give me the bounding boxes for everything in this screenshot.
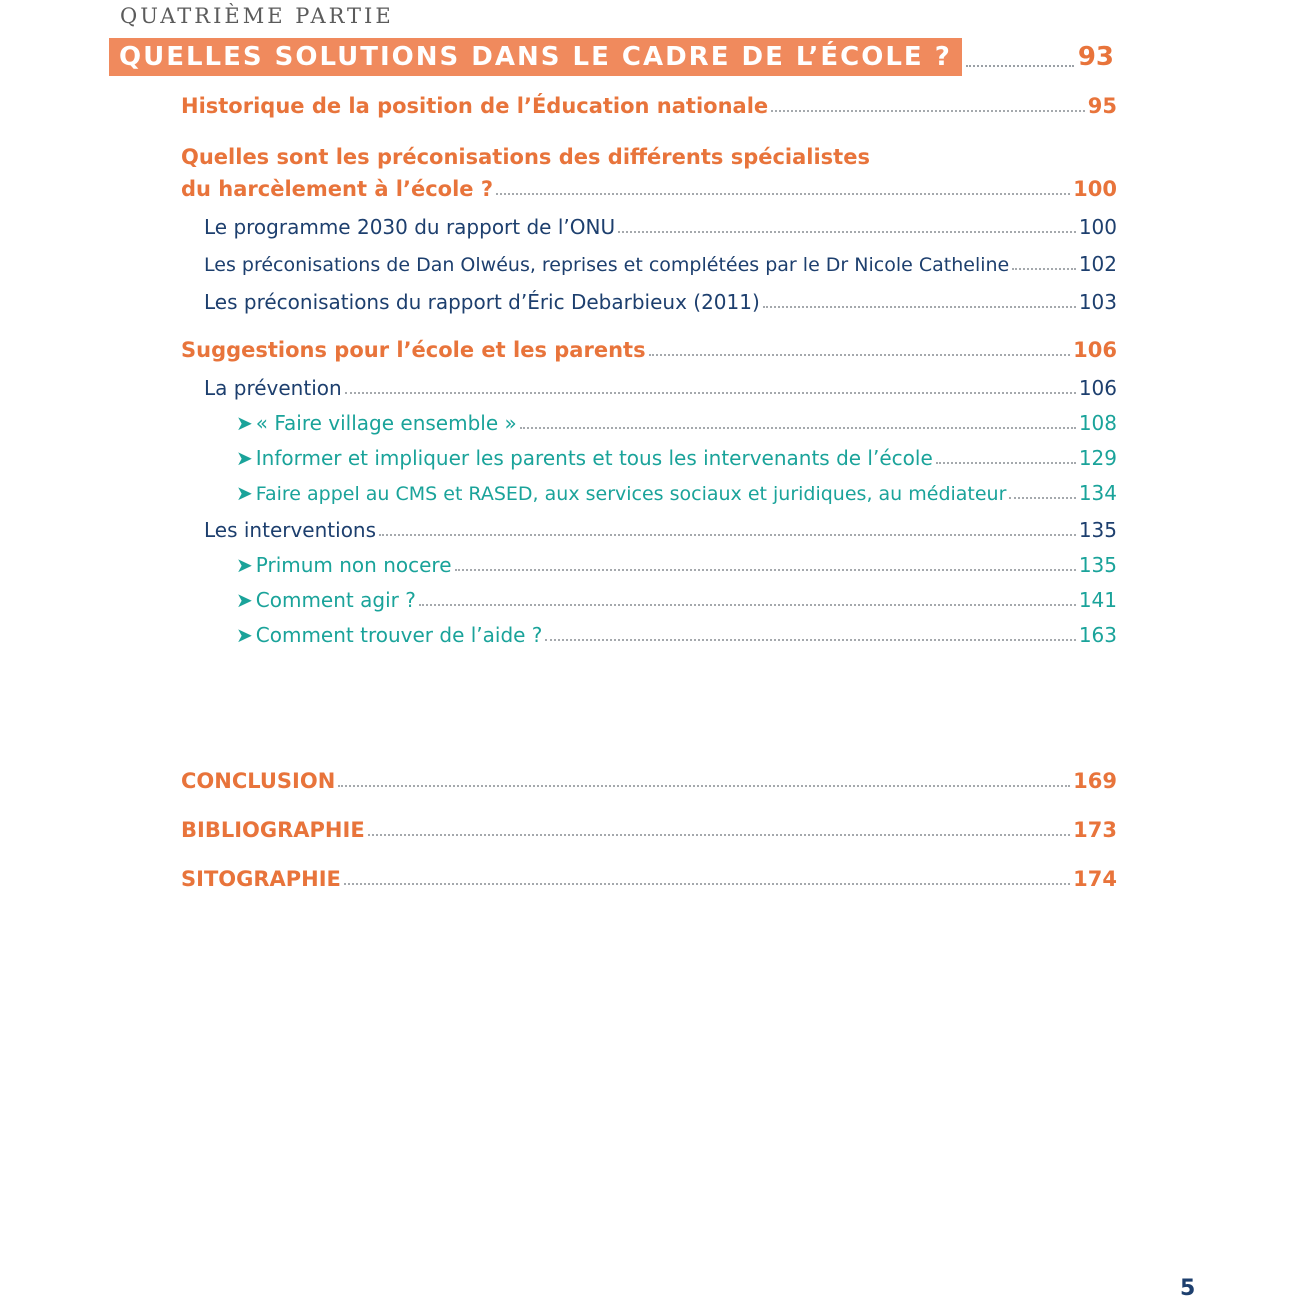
entry-label: CONCLUSION (181, 769, 336, 793)
entry-page: 106 (1073, 338, 1117, 362)
toc-entry-historique[interactable] (181, 94, 1117, 118)
toc-entry-preconisations-line1[interactable]: Quelles sont les préconisations des différents spécialistes (181, 145, 870, 169)
leader-dots (368, 834, 1070, 836)
entry-label: « Faire village ensemble » (255, 411, 517, 435)
toc-entry-suggestions[interactable] (181, 338, 1117, 362)
entry-page: 169 (1073, 769, 1117, 793)
entry-label: Les interventions (204, 518, 377, 542)
entry-label: Informer et impliquer les parents et tous les intervenants de l’école (255, 446, 933, 470)
toc-entry-cms[interactable] (236, 481, 1117, 505)
toc-entry-sitographie[interactable] (181, 867, 1117, 891)
leader-dots (344, 883, 1070, 885)
toc-entry-informer[interactable] (236, 446, 1117, 470)
entry-page: 100 (1078, 215, 1117, 239)
arrow-icon: ➤ (236, 588, 253, 612)
toc-entry-interventions[interactable] (204, 518, 1117, 542)
leader-dots (936, 462, 1076, 464)
entry-page: 134 (1078, 481, 1117, 505)
toc-entry-preconisations[interactable] (181, 177, 1117, 201)
entry-page: 129 (1078, 446, 1117, 470)
arrow-icon: ➤ (236, 481, 253, 505)
part-title: QUELLES SOLUTIONS DANS LE CADRE DE L’ÉCOLE ? (109, 38, 962, 76)
toc-entry-agir[interactable] (236, 588, 1117, 612)
toc-entry-aide[interactable] (236, 623, 1117, 647)
leader-dots (345, 392, 1076, 394)
entry-label: Les préconisations de Dan Olwéus, reprises et complétées par le Dr Nicole Catheline (204, 254, 1010, 276)
toc-entry-debarbieux[interactable] (204, 290, 1117, 314)
toc-entry-olweus[interactable] (204, 252, 1117, 276)
leader-dots (649, 354, 1071, 356)
entry-label: Les préconisations du rapport d’Éric Debarbieux (2011) (204, 290, 760, 314)
entry-page: 135 (1078, 553, 1117, 577)
entry-label: BIBLIOGRAPHIE (181, 818, 365, 842)
entry-label: SITOGRAPHIE (181, 867, 341, 891)
entry-label: Primum non nocere (255, 553, 452, 577)
entry-page: 141 (1078, 588, 1117, 612)
entry-page: 100 (1073, 177, 1117, 201)
leader-dots (1009, 497, 1075, 499)
toc-entry-onu[interactable] (204, 215, 1117, 239)
entry-page: 103 (1078, 290, 1117, 314)
entry-label: Le programme 2030 du rapport de l’ONU (204, 215, 616, 239)
arrow-icon: ➤ (236, 623, 253, 647)
leader-dots (455, 569, 1076, 571)
entry-label: du harcèlement à l’école ? (181, 177, 494, 201)
entry-page: 135 (1078, 518, 1117, 542)
entry-label: Comment trouver de l’aide ? (255, 623, 543, 647)
leader-dots (771, 110, 1085, 112)
leader-dots (496, 193, 1070, 195)
page-number: 5 (1180, 1276, 1196, 1301)
entry-page: 102 (1078, 252, 1117, 276)
leader-dots (419, 604, 1076, 606)
leader-dots (338, 785, 1070, 787)
entry-page: 163 (1078, 623, 1117, 647)
leader-dots (1012, 268, 1076, 270)
leader-dots (763, 306, 1076, 308)
entry-page: 174 (1073, 867, 1117, 891)
entry-page: 95 (1087, 94, 1117, 118)
toc-entry-prevention[interactable] (204, 376, 1117, 400)
toc-entry-conclusion[interactable] (181, 769, 1117, 793)
arrow-icon: ➤ (236, 446, 253, 470)
leader-dots (520, 427, 1076, 429)
toc-entry-primum[interactable] (236, 553, 1117, 577)
leader-dots (545, 639, 1075, 641)
arrow-icon: ➤ (236, 553, 253, 577)
entry-label: Suggestions pour l’école et les parents (181, 338, 646, 362)
entry-page: 173 (1073, 818, 1117, 842)
part-page-number: 93 (1077, 42, 1114, 72)
entry-page: 106 (1078, 376, 1117, 400)
toc-entry-village[interactable] (236, 411, 1117, 435)
entry-label: La prévention (204, 376, 342, 400)
part-label: QUATRIÈME PARTIE (120, 4, 394, 28)
entry-page: 108 (1078, 411, 1117, 435)
arrow-icon: ➤ (236, 411, 253, 435)
leader-dots (379, 534, 1076, 536)
entry-label: Faire appel au CMS et RASED, aux services sociaux et juridiques, au médiateur (255, 483, 1007, 505)
entry-label: Historique de la position de l’Éducation nationale (181, 94, 769, 118)
leader-dots (618, 231, 1076, 233)
entry-label: Comment agir ? (255, 588, 416, 612)
toc-entry-bibliographie[interactable] (181, 818, 1117, 842)
